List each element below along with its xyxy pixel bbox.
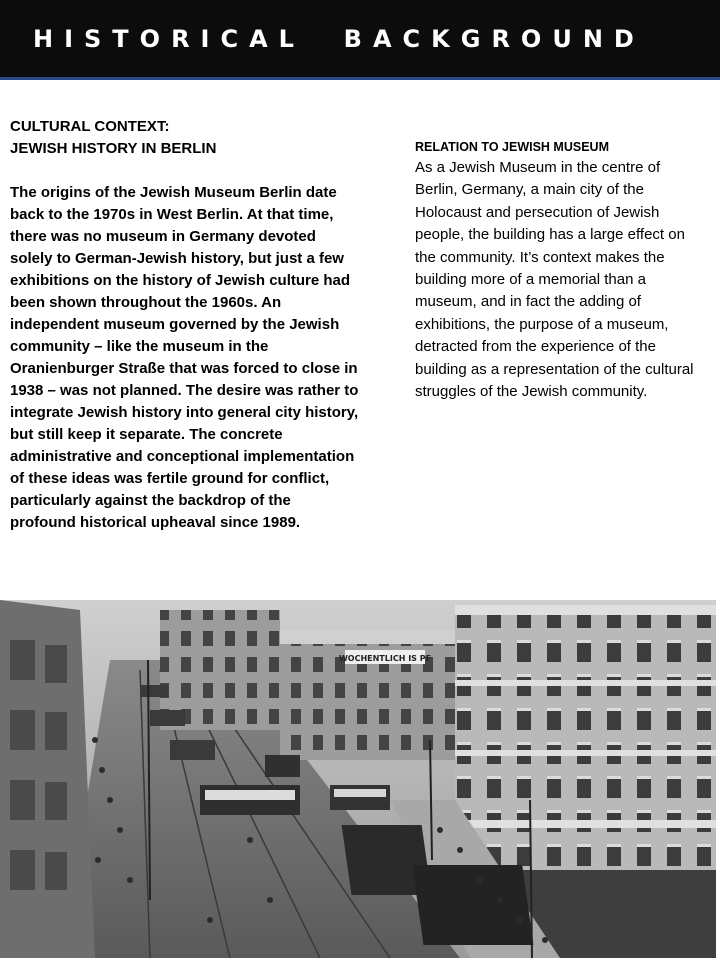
cultural-context-section — [10, 116, 360, 534]
historic-street-photo — [0, 600, 716, 958]
relation-heading: RELATION TO JEWISH MUSEUM — [415, 140, 609, 154]
relation-section — [415, 138, 705, 403]
shop-sign-text: WOCHENTLICH IS PF — [338, 654, 432, 663]
relation-body: As a Jewish Museum in the centre of Berlin, Germany, a main city of the Holocaust and persecution of Jewish people, the building has a large effect on the community. It’s context makes the building more of a memorial than a museum, and in fact the adding of exhibitions, the purpose of a museum, detracted from the experience of the building as a representation of the cultural struggles of the Jewish community. — [415, 159, 694, 401]
title-bar — [0, 0, 720, 80]
cultural-context-body: The origins of the Jewish Museum Berlin date back to the 1970s in West Berlin. At that time, there was no museum in Germany devoted solely to German-Jewish history, but just a few exhibitions on the history of Jewish culture had been shown throughout the 1960s. An independent museum governed by the Jewish community – like the museum in the Oranienburger Straße that was forced to close in 1938 – was not planned. The desire was rather to integrate Jewish history into general city history, but still keep it separate. The concrete administrative and conceptional implementation of these ideas was fertile ground for conflict, particularly against the backdrop of the profound historical upheaval since 1989. — [10, 184, 359, 531]
page-title: HISTORICAL BACKGROUND — [33, 24, 645, 53]
cultural-context-heading: CULTURAL CONTEXT: JEWISH HISTORY IN BERLIN — [10, 118, 217, 157]
street-scene-illustration — [0, 600, 716, 958]
